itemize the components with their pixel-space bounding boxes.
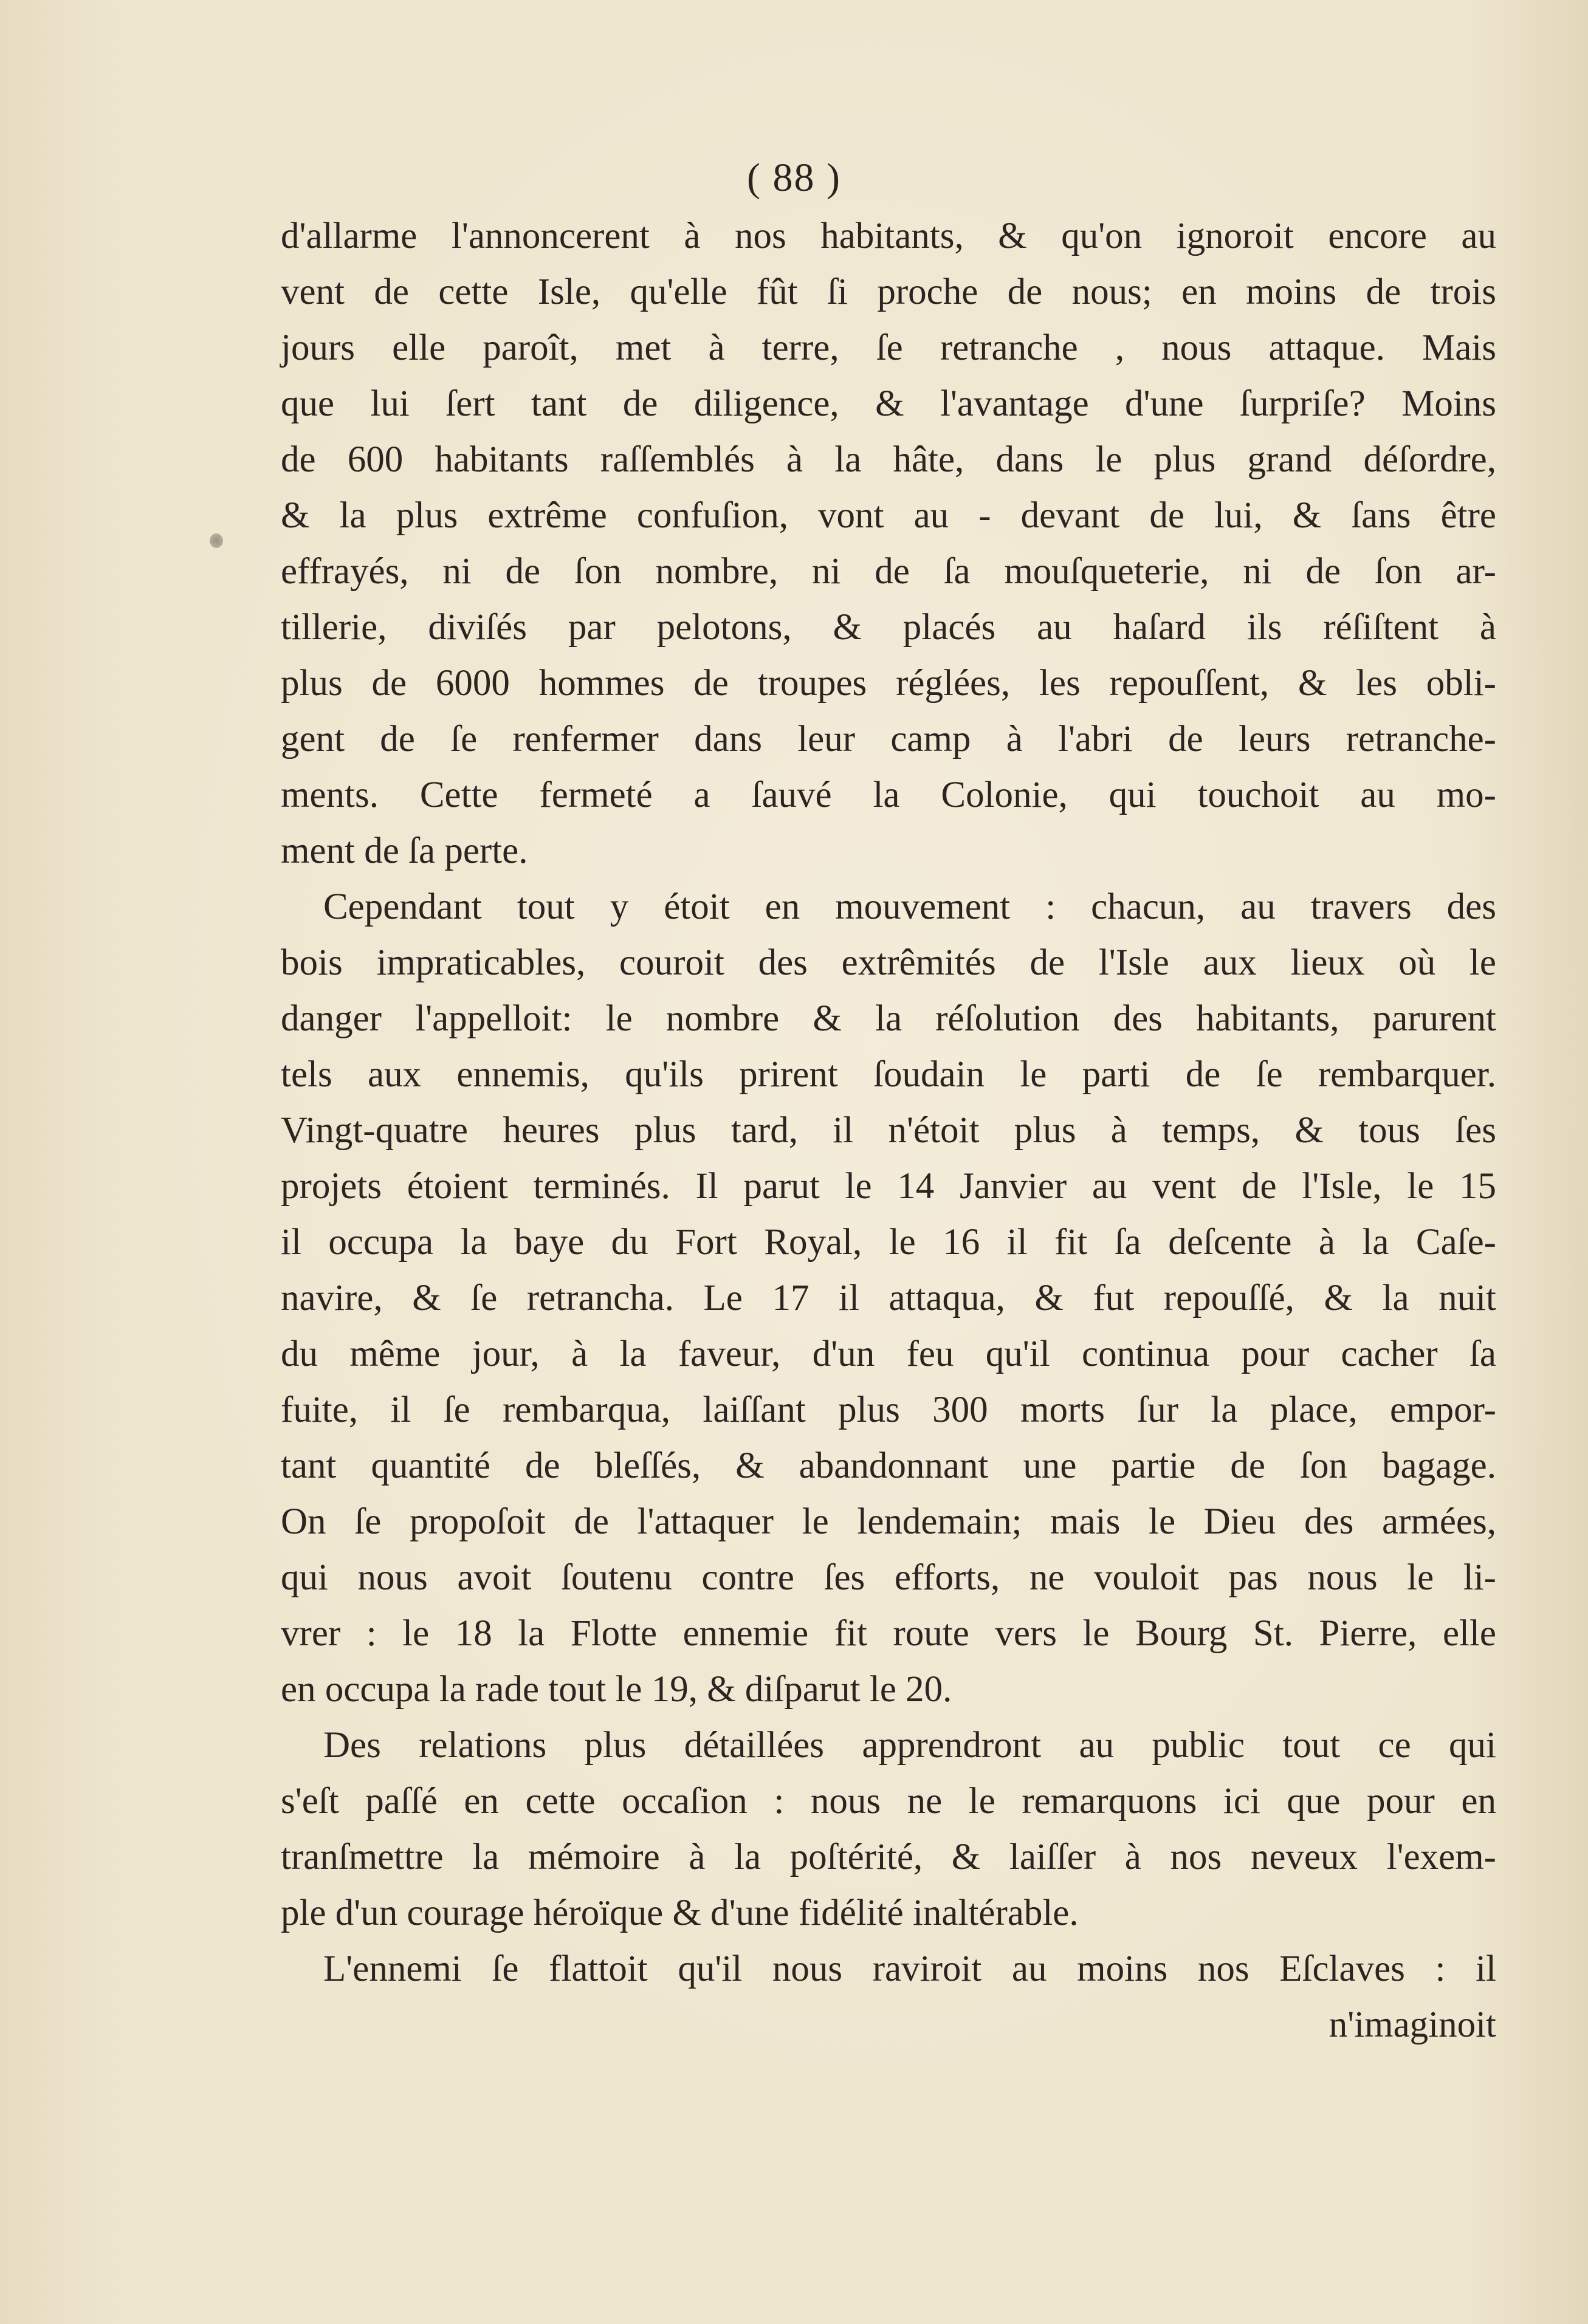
text-line: d'allarme l'annoncerent à nos habitants, & qu'on ignoroit encore au bbox=[281, 216, 1496, 256]
text-line: effrayés, ni de ſon nombre, ni de ſa mouſqueterie, ni de ſon ar- bbox=[281, 551, 1496, 592]
text-line: tillerie, diviſés par pelotons, & placés au haſard ils réſiſtent à bbox=[281, 607, 1496, 648]
text-line: Vingt-quatre heures plus tard, il n'étoit plus à temps, & tous ſes bbox=[281, 1110, 1496, 1151]
paragraph-end-line: ple d'un courage héroïque & d'une fidélité inaltérable. bbox=[281, 1893, 1079, 1933]
text-line: s'eſt paſſé en cette occaſion : nous ne le remarquons ici que pour en bbox=[281, 1781, 1496, 1822]
text-line: du même jour, à la faveur, d'un feu qu'il continua pour cacher ſa bbox=[281, 1334, 1496, 1374]
paragraph-end-line: ment de ſa perte. bbox=[281, 831, 528, 871]
text-line: navire, & ſe retrancha. Le 17 il attaqua, & fut repouſſé, & la nuit bbox=[281, 1278, 1496, 1318]
text-line: qui nous avoit ſoutenu contre ſes efforts, ne vouloit pas nous le li- bbox=[281, 1557, 1496, 1598]
paragraph-end-line: en occupa la rade tout le 19, & diſparut le 20. bbox=[281, 1669, 952, 1710]
text-line: gent de ſe renfermer dans leur camp à l'abri de leurs retranche- bbox=[281, 719, 1496, 759]
text-line: projets étoient terminés. Il parut le 14 Janvier au vent de l'Isle, le 15 bbox=[281, 1166, 1496, 1207]
paragraph-start-line: Cependant tout y étoit en mouvement : chacun, au travers des bbox=[323, 886, 1496, 927]
text-line: tels aux ennemis, qu'ils prirent ſoudain le parti de ſe rembarquer. bbox=[281, 1054, 1496, 1095]
text-line: il occupa la baye du Fort Royal, le 16 il fit ſa deſcente à la Caſe- bbox=[281, 1222, 1496, 1263]
text-line: danger l'appelloit: le nombre & la réſolution des habitants, parurent bbox=[281, 998, 1496, 1039]
text-line: & la plus extrême confuſion, vont au - devant de lui, & ſans être bbox=[281, 495, 1496, 536]
paragraph-start-line: L'ennemi ſe flattoit qu'il nous raviroit au moins nos Eſclaves : il bbox=[323, 1949, 1496, 1989]
ink-stain bbox=[210, 533, 223, 548]
text-line: vent de cette Isle, qu'elle fût ſi proche de nous; en moins de trois bbox=[281, 272, 1496, 312]
body-text bbox=[281, 208, 1496, 2053]
text-line: que lui ſert tant de diligence, & l'avantage d'une ſurpriſe? Moins bbox=[281, 383, 1496, 424]
text-line: plus de 6000 hommes de troupes réglées, les repouſſent, & les obli- bbox=[281, 663, 1496, 704]
catchword: n'imaginoit bbox=[1328, 2004, 1496, 2045]
text-line: On ſe propoſoit de l'attaquer le lendemain; mais le Dieu des armées, bbox=[281, 1501, 1496, 1542]
text-line: bois impraticables, couroit des extrêmités de l'Isle aux lieux où le bbox=[281, 942, 1496, 983]
text-line: tranſmettre la mémoire à la poſtérité, & laiſſer à nos neveux l'exem- bbox=[281, 1837, 1496, 1877]
text-line: jours elle paroît, met à terre, ſe retranche , nous attaque. Mais bbox=[281, 327, 1496, 368]
text-line: de 600 habitants raſſemblés à la hâte, dans le plus grand déſordre, bbox=[281, 439, 1496, 480]
text-line: ments. Cette fermeté a ſauvé la Colonie, qui touchoit au mo- bbox=[281, 775, 1496, 815]
text-line: vrer : le 18 la Flotte ennemie fit route vers le Bourg St. Pierre, elle bbox=[281, 1613, 1496, 1654]
text-line: fuite, il ſe rembarqua, laiſſant plus 300 morts ſur la place, empor- bbox=[281, 1390, 1496, 1430]
text-line: tant quantité de bleſſés, & abandonnant une partie de ſon bagage. bbox=[281, 1445, 1496, 1486]
page-number: ( 88 ) bbox=[747, 156, 841, 200]
paragraph-start-line: Des relations plus détaillées apprendront au public tout ce qui bbox=[323, 1725, 1496, 1766]
